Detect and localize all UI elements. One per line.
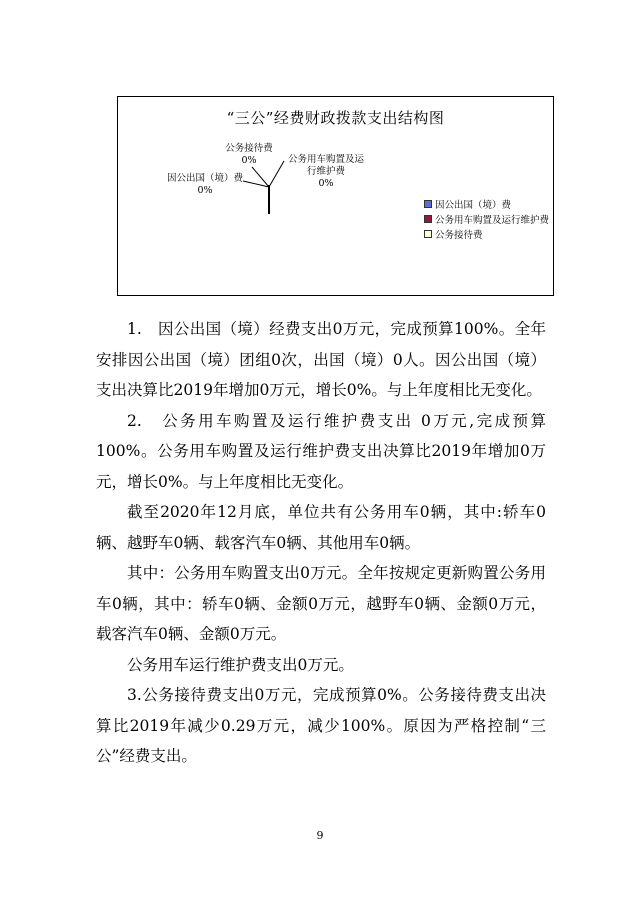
data-label-abroad — [165, 173, 245, 197]
data-label-reception — [224, 143, 274, 167]
legend-item — [424, 211, 549, 226]
legend-swatch — [424, 230, 432, 238]
data-label-name-line1: 公务用车购置及运 — [287, 154, 364, 165]
data-label-name: 因公出国（境）费 — [166, 173, 243, 184]
paragraph-vehicle-count: 截至2020年12月底，单位共有公务用车0辆，其中:轿车0辆、越野车0辆、载客汽车0辆、其他用车0辆。 — [96, 503, 546, 552]
paragraph-vehicle-maintenance: 公务用车运行维护费支出0万元。 — [127, 655, 354, 674]
paragraph-vehicle-purchase: 其中：公务用车购置支出0万元。全年按规定更新购置公务用车0辆，其中：轿车0辆、金额0万元，越野车0辆、金额0万元，载客汽车0辆、金额0万元。 — [96, 564, 546, 643]
legend-label: 公务接待费 — [435, 229, 483, 241]
legend-swatch — [424, 215, 432, 223]
legend-item — [424, 226, 549, 241]
data-label-value: 0% — [197, 185, 213, 196]
paragraph-reception-expense: 3.公务接待费支出0万元，完成预算0%。公务接待费支出决算比2019年减少0.29万元，减少100%。原因为严格控制“三公”经费支出。 — [96, 686, 546, 765]
pie-chart — [117, 96, 554, 296]
legend-label: 公务用车购置及运行维护费 — [435, 214, 550, 226]
data-label-name-line2: 行维护费 — [306, 166, 345, 177]
paragraph-vehicle-expense: 2. 公务用车购置及运行维护费支出 0万元,完成预算100%。公务用车购置及运行维护费支出决算比2019年增加0万元，增长0%。与上年度相比无变化。 — [96, 411, 546, 491]
chart-title: “三公”经费财政拨款支出结构图 — [226, 109, 445, 127]
legend-label: 因公出国（境）费 — [435, 199, 512, 211]
legend-item — [424, 196, 549, 211]
paragraph-abroad-expense: 1. 因公出国（境）经费支出0万元，完成预算100%。全年安排因公出国（境）团组0次，出国（境）0人。因公出国（境）支出决算比2019年增加0万元，增长0%。与上年度相比无变化。 — [96, 320, 546, 399]
data-label-name: 公务接待费 — [225, 143, 273, 154]
body-text — [96, 314, 546, 772]
data-label-car — [281, 154, 371, 190]
data-label-value: 0% — [241, 155, 257, 166]
legend-swatch — [424, 200, 432, 208]
chart-legend — [424, 196, 549, 241]
data-label-value: 0% — [318, 178, 334, 189]
page-number: 9 — [316, 829, 324, 842]
